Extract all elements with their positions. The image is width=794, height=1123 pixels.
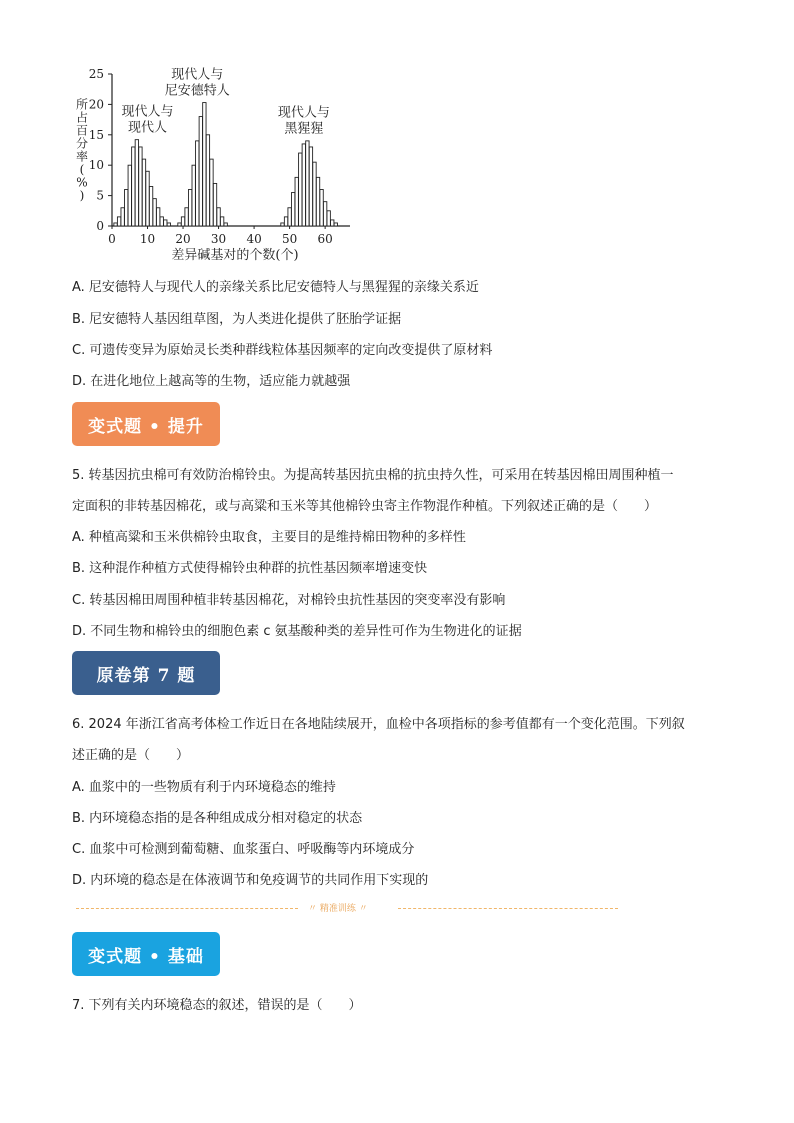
q6-option-c[interactable]: C. 血浆中可检测到葡萄糖、血浆蛋白、呼吸酶等内环境成分 — [72, 842, 415, 857]
badge-variant-advanced: 变式题 • 提升 — [72, 402, 220, 446]
bar — [178, 223, 181, 226]
bar — [132, 147, 135, 226]
bar — [135, 140, 138, 226]
bar — [125, 190, 128, 226]
bar — [156, 208, 159, 226]
divider-line-right — [398, 908, 618, 909]
q4-option-b[interactable]: B. 尼安德特人基因组草图，为人类进化提供了胚胎学证据 — [72, 312, 402, 327]
y-axis-label-char: ) — [79, 188, 85, 203]
bar — [302, 144, 305, 226]
bar — [199, 117, 202, 226]
y-tick-label: 15 — [88, 127, 104, 142]
bar — [149, 186, 152, 226]
y-axis-label-char: ( — [79, 162, 85, 177]
bar — [281, 223, 284, 226]
q4-option-d[interactable]: D. 在进化地位上越高等的生物，适应能力就越强 — [72, 374, 351, 389]
y-axis-label — [76, 98, 88, 203]
y-tick-label: 0 — [96, 219, 104, 233]
bar — [206, 135, 209, 226]
x-axis-label: 差异碱基对的个数(个) — [171, 248, 299, 262]
bar — [181, 217, 184, 226]
bar — [192, 165, 195, 226]
bar — [117, 217, 120, 226]
q4-option-a[interactable]: A. 尼安德特人与现代人的亲缘关系比尼安德特人与黑猩猩的亲缘关系近 — [72, 280, 479, 295]
bar — [313, 162, 316, 226]
y-axis-label-char: % — [76, 175, 88, 190]
x-tick-label: 50 — [281, 232, 298, 246]
y-axis-label-char: 分 — [75, 136, 89, 151]
bar — [320, 190, 323, 226]
annotation-label: 现代人与 — [121, 104, 174, 120]
bar — [316, 177, 319, 226]
bar — [128, 165, 131, 226]
bar — [309, 147, 312, 226]
bar — [121, 208, 124, 226]
q6-stem-line2: 述正确的是（ ） — [72, 748, 190, 763]
x-tick-label: 0 — [108, 232, 116, 246]
q6-option-d[interactable]: D. 内环境的稳态是在体液调节和免疫调节的共同作用下实现的 — [72, 873, 429, 888]
chart — [70, 62, 360, 262]
chart-annotations — [122, 67, 330, 136]
bar — [323, 202, 326, 226]
bar — [139, 147, 142, 226]
annotation-label: 现代人 — [128, 120, 168, 136]
bar — [164, 220, 167, 226]
bar — [284, 217, 287, 226]
bar — [142, 159, 145, 226]
bar — [210, 159, 213, 226]
bar — [334, 223, 337, 226]
q6-stem-line1: 6. 2024 年浙江省高考体检工作近日在各地陆续展开，血检中各项指标的参考值都有一个变化范围。下列叙 — [72, 717, 685, 732]
q5-option-b[interactable]: B. 这种混作种植方式使得棉铃虫种群的抗性基因频率增速变快 — [72, 561, 428, 576]
bar — [291, 193, 294, 226]
y-axis-label-char: 百 — [75, 123, 89, 138]
divider-line-left — [76, 908, 298, 909]
bar — [153, 199, 156, 226]
y-tick-label: 5 — [96, 188, 104, 203]
y-axis-label-char: 率 — [75, 149, 89, 164]
bar — [167, 223, 170, 226]
y-axis-label-char: 所 — [75, 97, 89, 112]
section-divider — [76, 904, 618, 914]
bar — [306, 141, 309, 226]
annotation-label: 现代人与 — [277, 105, 330, 121]
annotation-label: 尼安德特人 — [164, 83, 230, 99]
bar — [188, 190, 191, 226]
x-tick-label: 30 — [210, 232, 227, 246]
y-tick-label: 10 — [88, 158, 104, 173]
q4-option-c[interactable]: C. 可遗传变异为原始灵长类种群线粒体基因频率的定向改变提供了原材料 — [72, 343, 493, 358]
q5-option-c[interactable]: C. 转基因棉田周围种植非转基因棉花，对棉铃虫抗性基因的突变率没有影响 — [72, 593, 506, 608]
x-tick-label: 60 — [317, 232, 333, 246]
annotation-label: 现代人与 — [171, 67, 224, 83]
divider-label: 〃 精准训练 〃 — [308, 904, 368, 914]
x-tick-label: 40 — [246, 232, 262, 246]
q5-option-d[interactable]: D. 不同生物和棉铃虫的细胞色素 c 氨基酸种类的差异性可作为生物进化的证据 — [72, 624, 522, 639]
bar — [327, 211, 330, 226]
bar — [203, 103, 206, 226]
bar — [217, 208, 220, 226]
bar — [213, 183, 216, 226]
q6-option-a[interactable]: A. 血浆中的一些物质有利于内环境稳态的维持 — [72, 780, 336, 795]
y-axis-label-char: 占 — [75, 110, 89, 125]
x-tick-label: 20 — [175, 232, 191, 246]
y-tick-label: 20 — [88, 97, 104, 112]
bar — [299, 153, 302, 226]
q5-option-a[interactable]: A. 种植高粱和玉米供棉铃虫取食，主要目的是维持棉田物种的多样性 — [72, 530, 466, 545]
bar — [196, 141, 199, 226]
bar — [224, 223, 227, 226]
q7-stem-line1: 7. 下列有关内环境稳态的叙述，错误的是（ ） — [72, 998, 362, 1013]
annotation-label: 黑猩猩 — [284, 121, 324, 137]
q6-option-b[interactable]: B. 内环境稳态指的是各种组成成分相对稳定的状态 — [72, 811, 363, 826]
bar — [114, 223, 117, 226]
bar — [160, 217, 163, 226]
bar — [146, 171, 149, 226]
x-tick-label: 10 — [139, 232, 156, 246]
bar — [295, 177, 298, 226]
q5-stem-line1: 5. 转基因抗虫棉可有效防治棉铃虫。为提高转基因抗虫棉的抗虫持久性，可采用在转基因棉田周围种植一 — [72, 468, 674, 483]
bar — [331, 220, 334, 226]
badge-original-question: 原卷第 7 题 — [72, 651, 220, 695]
bar — [185, 208, 188, 226]
bar — [220, 217, 223, 226]
badge-variant-basic: 变式题 • 基础 — [72, 932, 220, 976]
y-tick-label: 25 — [88, 67, 104, 81]
q5-stem-line2: 定面积的非转基因棉花，或与高粱和玉米等其他棉铃虫寄主作物混作种植。下列叙述正确的是（ ） — [72, 499, 658, 514]
bar — [288, 208, 291, 226]
